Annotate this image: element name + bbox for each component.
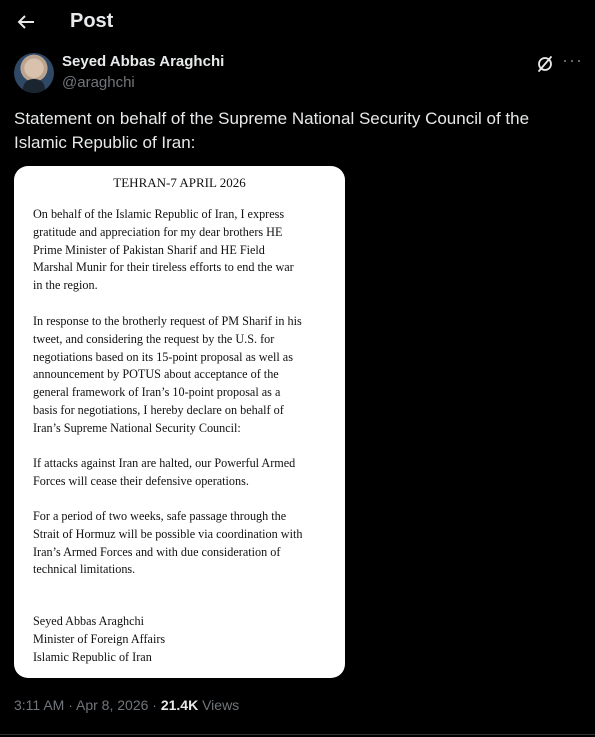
- statement-image[interactable]: [14, 166, 345, 678]
- document-paragraph: [33, 508, 333, 579]
- tweet-text-line: Statement on behalf of the Supreme National Security Council of the: [14, 109, 530, 128]
- post-time[interactable]: 3:11 AM: [14, 697, 65, 713]
- document-line: Prime Minister of Pakistan Sharif and HE Field: [33, 242, 265, 257]
- tweet-text-line: Islamic Republic of Iran:: [14, 133, 196, 152]
- signature-line: Seyed Abbas Araghchi: [33, 614, 145, 628]
- document-line: Iran’s Supreme National Security Council:: [33, 420, 241, 435]
- document-line: technical limitations.: [33, 562, 136, 577]
- document-paragraph: [33, 455, 333, 491]
- top-bar: [0, 0, 595, 46]
- document-paragraph: [33, 206, 333, 295]
- author-name[interactable]: Seyed Abbas Araghchi: [62, 53, 225, 70]
- document-line: in the region.: [33, 278, 98, 293]
- document-line: Forces will cease their defensive operations.: [33, 473, 249, 488]
- arrow-left-icon[interactable]: [14, 10, 38, 34]
- post-date[interactable]: Apr 8, 2026: [76, 697, 149, 713]
- document-line: For a period of two weeks, safe passage through the: [33, 509, 287, 523]
- signature-line: Islamic Republic of Iran: [33, 649, 152, 664]
- signature-line: Minister of Foreign Affairs: [33, 631, 166, 646]
- document-line: Marshal Munir for their tireless efforts to end the war: [33, 260, 294, 275]
- grok-icon[interactable]: [535, 54, 555, 74]
- document-line: On behalf of the Islamic Republic of Iran, I express: [33, 207, 285, 221]
- document-line: negotiations based on its 15-point proposal as well as: [33, 349, 293, 364]
- document-line: In response to the brotherly request of PM Sharif in his: [33, 314, 302, 328]
- document-line: basis for negotiations, I hereby declare on behalf of: [33, 402, 284, 417]
- document-line: Iran’s Armed Forces and with due consideration of: [33, 544, 281, 559]
- document-line: gratitude and appreciation for my dear brothers HE: [33, 224, 283, 239]
- document-line: Strait of Hormuz will be possible via coordination with: [33, 526, 303, 541]
- views-label: Views: [198, 697, 240, 713]
- divider: [0, 734, 595, 735]
- avatar[interactable]: [14, 53, 54, 93]
- more-icon[interactable]: ···: [562, 50, 583, 70]
- document-heading: TEHRAN-7 APRIL 2026: [113, 175, 246, 190]
- document-paragraph: [33, 313, 333, 438]
- document-signature: [33, 613, 333, 666]
- tweet-text: [14, 107, 574, 155]
- document-line: tweet, and considering the request by the U.S. for: [33, 331, 275, 346]
- post-meta: [14, 697, 239, 713]
- meta-separator: ·: [64, 697, 76, 713]
- document-line: If attacks against Iran are halted, our Powerful Armed: [33, 456, 296, 470]
- author-handle[interactable]: @araghchi: [62, 74, 135, 91]
- page-title: Post: [70, 10, 114, 32]
- meta-separator: ·: [148, 697, 161, 713]
- views-count[interactable]: 21.4K: [160, 697, 199, 713]
- document-line: general framework of Iran’s 10-point proposal as a: [33, 385, 281, 400]
- document-line: announcement by POTUS about acceptance of the: [33, 367, 279, 382]
